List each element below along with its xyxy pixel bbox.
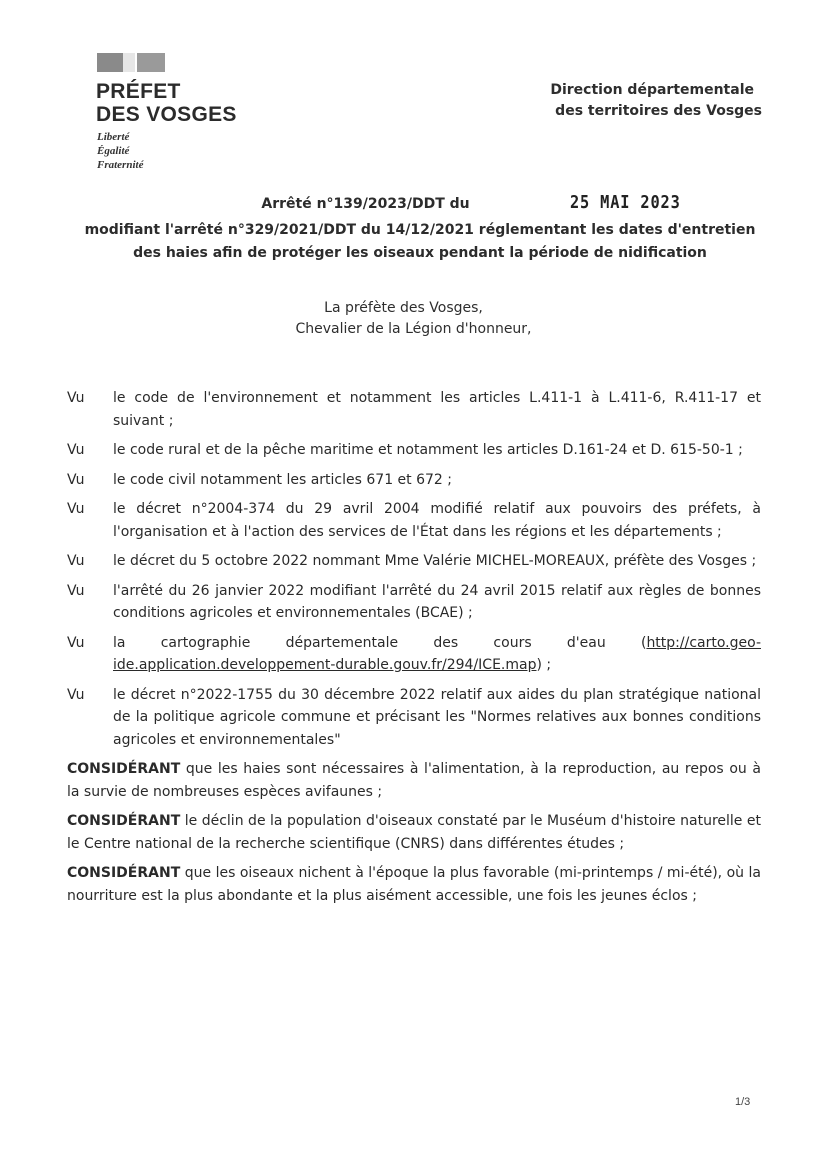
considerant-label: CONSIDÉRANT bbox=[67, 761, 181, 777]
considerant-text: le déclin de la population d'oiseaux constaté par le Muséum d'histoire naturelle et le Centre national de la recherche scientifique (CNRS) dans différentes études ; bbox=[67, 813, 761, 852]
prefect-title: La préfète des Vosges, bbox=[324, 300, 483, 316]
considerant-text: que les oiseaux nichent à l'époque la plus favorable (mi-printemps / mi-été), où la nourriture est la plus abondante et la plus aisément accessible, une fois les jeunes éclos ; bbox=[67, 865, 761, 904]
vu-label: Vu bbox=[67, 686, 85, 703]
visa-text: le code civil notamment les articles 671 et 672 ; bbox=[113, 471, 452, 488]
visa-item bbox=[67, 580, 761, 625]
visa-item bbox=[67, 498, 761, 543]
prefecture-logo-title bbox=[96, 80, 237, 126]
visa-text-after: ) ; bbox=[536, 657, 552, 673]
direction-line1: Direction départementale bbox=[550, 82, 754, 98]
visa-text: le code de l'environnement et notamment les articles L.411-1 à L.411-6, R.411-17 et suivant ; bbox=[113, 390, 761, 429]
decree-number-text: Arrêté n°139/2023/DDT du bbox=[261, 196, 470, 212]
visa-text: le décret du 5 octobre 2022 nommant Mme Valérie MICHEL-MOREAUX, préfète des Vosges ; bbox=[113, 553, 757, 569]
vu-label: Vu bbox=[67, 471, 85, 488]
visa-item bbox=[67, 684, 761, 752]
vu-label: Vu bbox=[67, 634, 85, 651]
visa-item bbox=[67, 632, 761, 677]
prefect-honor: Chevalier de la Légion d'honneur, bbox=[295, 321, 532, 337]
considerant-label: CONSIDÉRANT bbox=[67, 865, 181, 881]
vu-label: Vu bbox=[67, 582, 85, 599]
visa-text bbox=[113, 632, 761, 677]
decree-number bbox=[0, 196, 827, 212]
subject-line2: des haies afin de protéger les oiseaux pendant la période de nidification bbox=[133, 245, 707, 261]
preamble bbox=[0, 298, 827, 340]
republic-motto bbox=[97, 130, 143, 172]
visa-text-before: la cartographie départementale des cours d'eau ( bbox=[113, 634, 647, 651]
considerant-item bbox=[67, 810, 761, 855]
considerant-text: que les haies sont nécessaires à l'alimentation, à la reproduction, au repos ou à la survie de nombreuses espèces avifaunes ; bbox=[67, 761, 761, 800]
visa-text: l'arrêté du 26 janvier 2022 modifiant l'arrêté du 24 avril 2015 relatif aux règles de bonnes conditions agricoles et environnementales (BCAE) ; bbox=[113, 582, 761, 621]
decree-subject bbox=[70, 219, 770, 265]
visa-item bbox=[67, 469, 761, 492]
logo-title-line1: PRÉFET bbox=[96, 80, 181, 103]
logo-title-line2: DES VOSGES bbox=[96, 103, 237, 126]
considerant-item bbox=[67, 862, 761, 907]
visa-item bbox=[67, 439, 761, 462]
date-stamp: 25 MAI 2023 bbox=[570, 192, 681, 213]
motto-liberte: Liberté bbox=[97, 131, 130, 143]
document-body bbox=[67, 387, 761, 914]
cartography-link[interactable]: http://carto.geo-ide.application.developpement-durable.gouv.fr/294/ICE.map bbox=[113, 634, 761, 673]
issuing-direction bbox=[520, 80, 762, 122]
direction-line2: des territoires des Vosges bbox=[555, 103, 762, 119]
visa-item bbox=[67, 387, 761, 432]
motto-fraternite: Fraternité bbox=[97, 159, 144, 171]
motto-egalite: Égalité bbox=[97, 145, 130, 157]
visa-text: le décret n°2004-374 du 29 avril 2004 modifié relatif aux pouvoirs des préfets, à l'organisation et à l'action des services de l'État dans les régions et les départements ; bbox=[113, 501, 761, 540]
vu-label: Vu bbox=[67, 390, 85, 406]
visa-item bbox=[67, 550, 761, 573]
vu-label: Vu bbox=[67, 501, 85, 517]
page-number: 1/3 bbox=[735, 1096, 751, 1108]
considerant-label: CONSIDÉRANT bbox=[67, 813, 181, 829]
visa-text: le code rural et de la pêche maritime et notamment les articles D.161-24 et D. 615-50-1 ; bbox=[113, 442, 743, 458]
vu-label: Vu bbox=[67, 442, 85, 458]
marianne-logo-icon bbox=[97, 53, 165, 72]
visa-text: le décret n°2022-1755 du 30 décembre 2022 relatif aux aides du plan stratégique national de la politique agricole commune et précisant les "Normes relatives aux bonnes conditions agricoles et environnementales" bbox=[113, 686, 761, 748]
vu-label: Vu bbox=[67, 553, 85, 569]
considerant-item bbox=[67, 758, 761, 803]
subject-line1: modifiant l'arrêté n°329/2021/DDT du 14/12/2021 réglementant les dates d'entretien bbox=[84, 222, 756, 238]
